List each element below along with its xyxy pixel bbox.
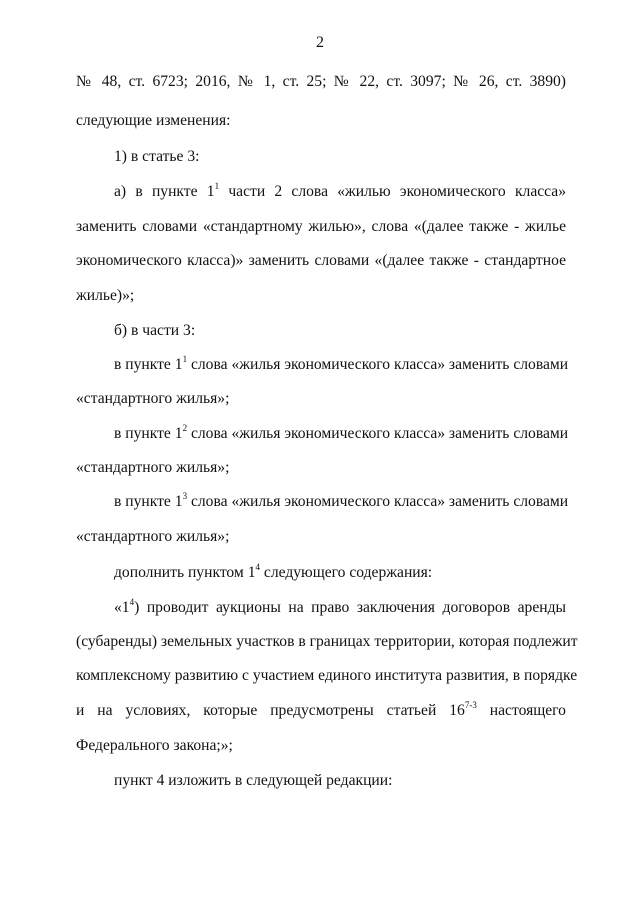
text-line-6: экономического класса)» заменить словами «(далее также - стандартное: [76, 252, 566, 269]
text-line-11: [114, 423, 569, 444]
text-line-7: жилье)»;: [76, 287, 135, 304]
page-number: 2: [316, 34, 324, 51]
text-fragment: и на условиях, которые предусмотрены статьей 16: [76, 702, 465, 719]
text-line-21: пункт 4 изложить в следующей редакции:: [114, 772, 393, 789]
text-fragment: слова «жилья экономического класса» заменить словами: [187, 493, 569, 510]
superscript: 4: [129, 597, 135, 607]
text-line-3: 1) в статье 3:: [114, 148, 200, 165]
text-line-13: [114, 491, 569, 512]
superscript: 3: [182, 491, 188, 501]
text-fragment: настоящего: [476, 702, 566, 719]
superscript: 1: [182, 354, 188, 364]
text-line-1: № 48, ст. 6723; 2016, № 1, ст. 25; № 22, ст. 3097; № 26, ст. 3890): [76, 73, 566, 90]
text-line-18: комплексному развитию с участием единого института развития, в порядке: [76, 667, 578, 684]
text-line-20: Федерального закона;»;: [76, 737, 233, 754]
text-fragment: в пункте 1: [114, 493, 183, 510]
superscript: 2: [182, 423, 188, 433]
text-fragment: ) проводит аукционы на право заключения договоров аренды: [134, 599, 566, 616]
text-fragment: следующего содержания:: [260, 564, 433, 581]
text-fragment: слова «жилья экономического класса» заменить словами: [187, 356, 569, 373]
text-fragment: части 2 слова «жилью экономического класса»: [219, 183, 566, 200]
superscript: 1: [214, 181, 220, 191]
text-line-5: заменить словами «стандартному жилью», слова «(далее также - жилье: [76, 218, 566, 235]
text-line-10: «стандартного жилья»;: [76, 390, 230, 407]
text-line-12: «стандартного жилья»;: [76, 459, 230, 476]
text-fragment: дополнить пунктом 1: [114, 564, 256, 581]
text-line-14: «стандартного жилья»;: [76, 528, 230, 545]
superscript: 7-3: [464, 700, 477, 710]
superscript: 4: [255, 562, 260, 572]
text-line-2: следующие изменения:: [76, 112, 231, 129]
text-fragment: в пункте 1: [114, 425, 183, 442]
text-fragment: в пункте 1: [114, 356, 183, 373]
text-fragment: слова «жилья экономического класса» заменить словами: [187, 425, 569, 442]
text-line-4: [114, 182, 566, 202]
text-line-16: [114, 598, 566, 618]
text-line-15: [114, 563, 566, 583]
text-line-9: [114, 354, 569, 375]
text-line-17: (субаренды) земельных участков в границах территории, которая подлежит: [76, 633, 578, 650]
text-line-19: [76, 701, 566, 721]
text-fragment: «1: [114, 599, 130, 616]
text-line-8: б) в части 3:: [114, 322, 196, 339]
text-fragment: а) в пункте 1: [114, 183, 215, 200]
